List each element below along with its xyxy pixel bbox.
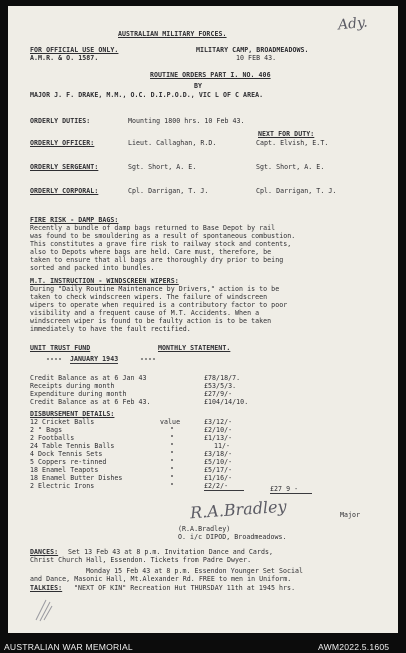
balance-amount: £53/5/3. [204,382,237,390]
disbursement-amount: £2/2/- [204,482,229,490]
disbursement-item: 18 Enamel Teapots [30,466,99,474]
handwritten-annotation: Ady. [337,14,369,34]
disbursement-amount: £3/18/- [204,450,233,458]
disbursement-value-label: " [170,442,175,450]
duty-current: Lieut. Callaghan, R.D. [128,139,217,147]
security-marking: FOR OFFICIAL USE ONLY. [30,46,119,54]
balance-amount: £78/18/7. [204,374,241,382]
footer-archive-name: AUSTRALIAN WAR MEMORIAL [4,642,133,652]
period-dash: ---- [140,355,157,363]
talkies-heading: TALKIES: [30,584,63,592]
disbursement-amount: £3/12/- [204,418,233,426]
order-date: 10 FEB 43. [236,54,277,62]
disbursement-amount: £1/16/- [204,474,233,482]
fire-risk-line: Recently a bundle of damp bags returned to Base Depot by rail [30,224,276,232]
disbursement-item: 24 Table Tennis Balls [30,442,115,450]
disbursement-item: 4 Dock Tennis Sets [30,450,103,458]
disbursement-value-label: " [170,482,175,490]
disbursement-item: 5 Coppers re-tinned [30,458,107,466]
disbursement-amount: £2/10/- [204,426,233,434]
duty-next: Cpl. Darrigan, T. J. [256,187,337,195]
duty-label: ORDERLY CORPORAL: [30,187,99,195]
balance-amount: £104/14/10. [204,398,249,406]
balance-label: Expenditure during month [30,390,127,398]
order-by: BY [194,82,203,90]
footer-accession-number: AWM2022.5.1605 [318,642,390,652]
fire-risk-line: also to Depots where bags are held. Care must, therefore, be [30,248,272,256]
disbursement-value-label: " [170,434,175,442]
talkies-text: "NEXT OF KIN" Recreation Hut THURSDAY 11th at 1945 hrs. [74,584,296,592]
signatory-rank: Major [340,511,361,519]
balance-label: Receipts during month [30,382,115,390]
reference-number: A.M.R. & O. 1587. [30,54,99,62]
disbursement-item: 2 " Bags [30,426,63,434]
dances-line: Monday 15 Feb 43 at 8 p.m. Essendon Younger Set Social [86,567,304,575]
disbursement-amount: £5/17/- [204,466,233,474]
balance-label: Credit Balance as at 6 Jan 43 [30,374,147,382]
duty-current: Cpl. Darrigan, T. J. [128,187,209,195]
fire-risk-line: This constitutes a grave fire risk to railway stock and contents, [30,240,292,248]
fire-risk-line: sorted and packed into bundles. [30,264,155,272]
unit-heading: AUSTRALIAN MILITARY FORCES. [118,30,227,38]
order-title: ROUTINE ORDERS PART I. NO. 406 [150,71,271,79]
duty-current: Sgt. Short, A. E. [128,163,197,171]
disbursement-value-label: value [160,418,181,426]
period-dash: ---- [46,355,63,363]
mt-line: immediately to have the fault rectified. [30,325,191,333]
dances-line: Set 13 Feb 43 at 8 p.m. Invitation Dance and Cards, [68,548,274,556]
disbursement-total: £27 9 - [270,485,299,493]
camp-location: MILITARY CAMP, BROADMEADOWS. [196,46,309,54]
commander-line: MAJOR J. F. DRAKE, M.M., O.C. D.I.P.O.D., VIC L OF C AREA. [30,91,264,99]
mt-line: visibility and a frequent cause of M.T. Accidents. When a [30,309,260,317]
monthly-statement-heading: MONTHLY STATEMENT. [158,344,231,352]
mt-line: wipers to operate when required is a contributory factor to poor [30,301,288,309]
mt-heading: M.T. INSTRUCTION - WINDSCREEN WIPERS: [30,277,179,285]
mt-line: During "Daily Routine Maintenance by Drivers," action is to be [30,285,280,293]
duty-current: Mounting 1800 hrs. 10 Feb 43. [128,117,245,125]
handwritten-signature: R.A.Bradley [189,496,288,523]
next-for-duty-heading: NEXT FOR DUTY: [258,130,315,138]
mt-line: windscreen wiper is found to be faulty action is to be taken [30,317,272,325]
disbursement-amount: £5/10/- [204,458,233,466]
statement-period: JANUARY 1943 [70,355,119,363]
duty-label: ORDERLY OFFICER: [30,139,95,147]
duty-label: ORDERLY SERGEANT: [30,163,99,171]
signatory-name: (R.A.Bradley) [178,525,231,533]
disbursement-value-label: " [170,466,175,474]
disbursement-item: 12 Cricket Balls [30,418,95,426]
duty-label: ORDERLY DUTIES: [30,117,91,125]
disbursement-value-label: " [170,426,175,434]
disbursement-item: 18 Enamel Butter Dishes [30,474,123,482]
balance-amount: £27/9/- [204,390,233,398]
signatory-appointment: O. i/c DIPOD, Broadmeadows. [178,533,287,541]
mt-line: taken to check windscreen wipers. The failure of windscreen [30,293,268,301]
fire-risk-line: was found to be smouldering as a result of spontaneous combustion. [30,232,296,240]
disbursement-value-label: " [170,458,175,466]
disbursement-amount: £1/13/- [204,434,233,442]
dances-heading: DANCES: [30,548,59,556]
disbursement-item: 2 Footballs [30,434,75,442]
trust-fund-heading: UNIT TRUST FUND [30,344,91,352]
duty-next: Sgt. Short, A. E. [256,163,325,171]
dances-line: and Dance, Masonic Hall, Mt.Alexander Rd. FREE to men in Uniform. [30,575,292,583]
disbursement-heading: DISBURSEMENT DETAILS: [30,410,115,418]
balance-label: Credit Balance as at 6 Feb 43. [30,398,151,406]
disbursement-amount: 11/- [214,442,231,450]
dances-line: Christ Church Hall, Essendon. Tickets from Padre Dwyer. [30,556,252,564]
duty-next: Capt. Elvish, E.T. [256,139,329,147]
fire-risk-line: taken to ensure that all bags are thoroughly dry prior to being [30,256,284,264]
disbursement-value-label: " [170,474,175,482]
pencil-mark-icon [32,594,58,624]
fire-risk-heading: FIRE RISK - DAMP BAGS: [30,216,119,224]
document-page [8,6,398,633]
disbursement-value-label: " [170,450,175,458]
disbursement-item: 2 Electric Irons [30,482,95,490]
